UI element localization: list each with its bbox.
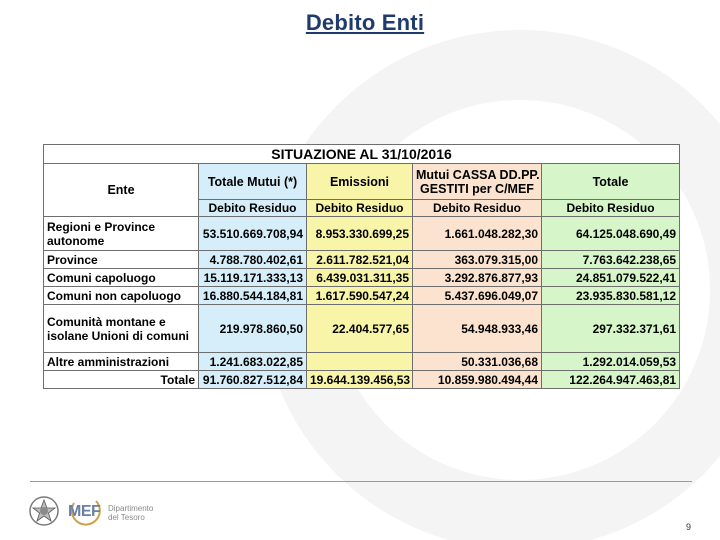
- row-cdp: 50.331.036,68: [413, 353, 542, 371]
- page-number: 9: [686, 522, 692, 532]
- row-cdp: 363.079.315,00: [413, 251, 542, 269]
- totals-cdp: 10.859.980.494,44: [413, 371, 542, 389]
- table-row: [44, 305, 680, 353]
- column-header-cdp-line1: Mutui CASSA DD.PP.: [416, 167, 540, 182]
- column-header-totale: Totale: [542, 164, 680, 200]
- footer-divider: [30, 481, 692, 482]
- row-cdp: 1.661.048.282,30: [413, 217, 542, 251]
- row-mutui: 219.978.860,50: [199, 305, 307, 353]
- row-ente: Province: [44, 251, 199, 269]
- table-row: [44, 287, 680, 305]
- row-emissioni: 1.617.590.547,24: [307, 287, 413, 305]
- row-totale: 64.125.048.690,49: [542, 217, 680, 251]
- totals-emissioni: 19.644.139.456,53: [307, 371, 413, 389]
- row-mutui: 15.119.171.333,13: [199, 269, 307, 287]
- column-header-mutui: Totale Mutui (*): [199, 164, 307, 200]
- slide-title: Debito Enti: [305, 10, 425, 35]
- column-header-cdp-line2: GESTITI per C/MEF: [420, 181, 534, 196]
- totals-totale: 122.264.947.463,81: [542, 371, 680, 389]
- row-cdp: 5.437.696.049,07: [413, 287, 542, 305]
- debt-table: [43, 144, 680, 389]
- row-ente: Comunità montane e isolane Unioni di comuni: [44, 305, 199, 353]
- row-ente: Altre amministrazioni: [44, 353, 199, 371]
- column-header-ente: Ente: [44, 164, 199, 217]
- row-emissioni: [307, 353, 413, 371]
- department-label: [108, 504, 153, 522]
- table-totals-row: [44, 371, 680, 389]
- totals-label: Totale: [44, 371, 199, 389]
- table-row: [44, 251, 680, 269]
- table-header-row: [44, 164, 680, 200]
- table-row: [44, 217, 680, 251]
- totals-mutui: 91.760.827.512,84: [199, 371, 307, 389]
- table-row: [44, 353, 680, 371]
- row-emissioni: 8.953.330.699,25: [307, 217, 413, 251]
- row-mutui: 4.788.780.402,61: [199, 251, 307, 269]
- department-line2: del Tesoro: [108, 513, 145, 522]
- italian-republic-emblem-icon: [28, 495, 60, 527]
- row-emissioni: 6.439.031.311,35: [307, 269, 413, 287]
- subheader-totale: Debito Residuo: [542, 200, 680, 217]
- row-totale: 23.935.830.581,12: [542, 287, 680, 305]
- row-emissioni: 22.404.577,65: [307, 305, 413, 353]
- debt-table-container: [43, 144, 679, 389]
- table-main-header: SITUAZIONE AL 31/10/2016: [44, 145, 680, 164]
- row-cdp: 54.948.933,46: [413, 305, 542, 353]
- row-totale: 7.763.642.238,65: [542, 251, 680, 269]
- row-cdp: 3.292.876.877,93: [413, 269, 542, 287]
- row-ente: Comuni non capoluogo: [44, 287, 199, 305]
- row-totale: 24.851.079.522,41: [542, 269, 680, 287]
- row-mutui: 1.241.683.022,85: [199, 353, 307, 371]
- row-emissioni: 2.611.782.521,04: [307, 251, 413, 269]
- subheader-mutui: Debito Residuo: [199, 200, 307, 217]
- table-main-header-row: [44, 145, 680, 164]
- row-totale: 297.332.371,61: [542, 305, 680, 353]
- column-header-cdp: [413, 164, 542, 200]
- department-line1: Dipartimento: [108, 504, 154, 513]
- mef-logo-text: MEF: [68, 503, 101, 520]
- row-ente: Comuni capoluogo: [44, 269, 199, 287]
- table-row: [44, 269, 680, 287]
- row-ente: Regioni e Province autonome: [44, 217, 199, 251]
- row-mutui: 16.880.544.184,81: [199, 287, 307, 305]
- subheader-emissioni: Debito Residuo: [307, 200, 413, 217]
- subheader-cdp: Debito Residuo: [413, 200, 542, 217]
- column-header-emissioni: Emissioni: [307, 164, 413, 200]
- row-mutui: 53.510.669.708,94: [199, 217, 307, 251]
- row-totale: 1.292.014.059,53: [542, 353, 680, 371]
